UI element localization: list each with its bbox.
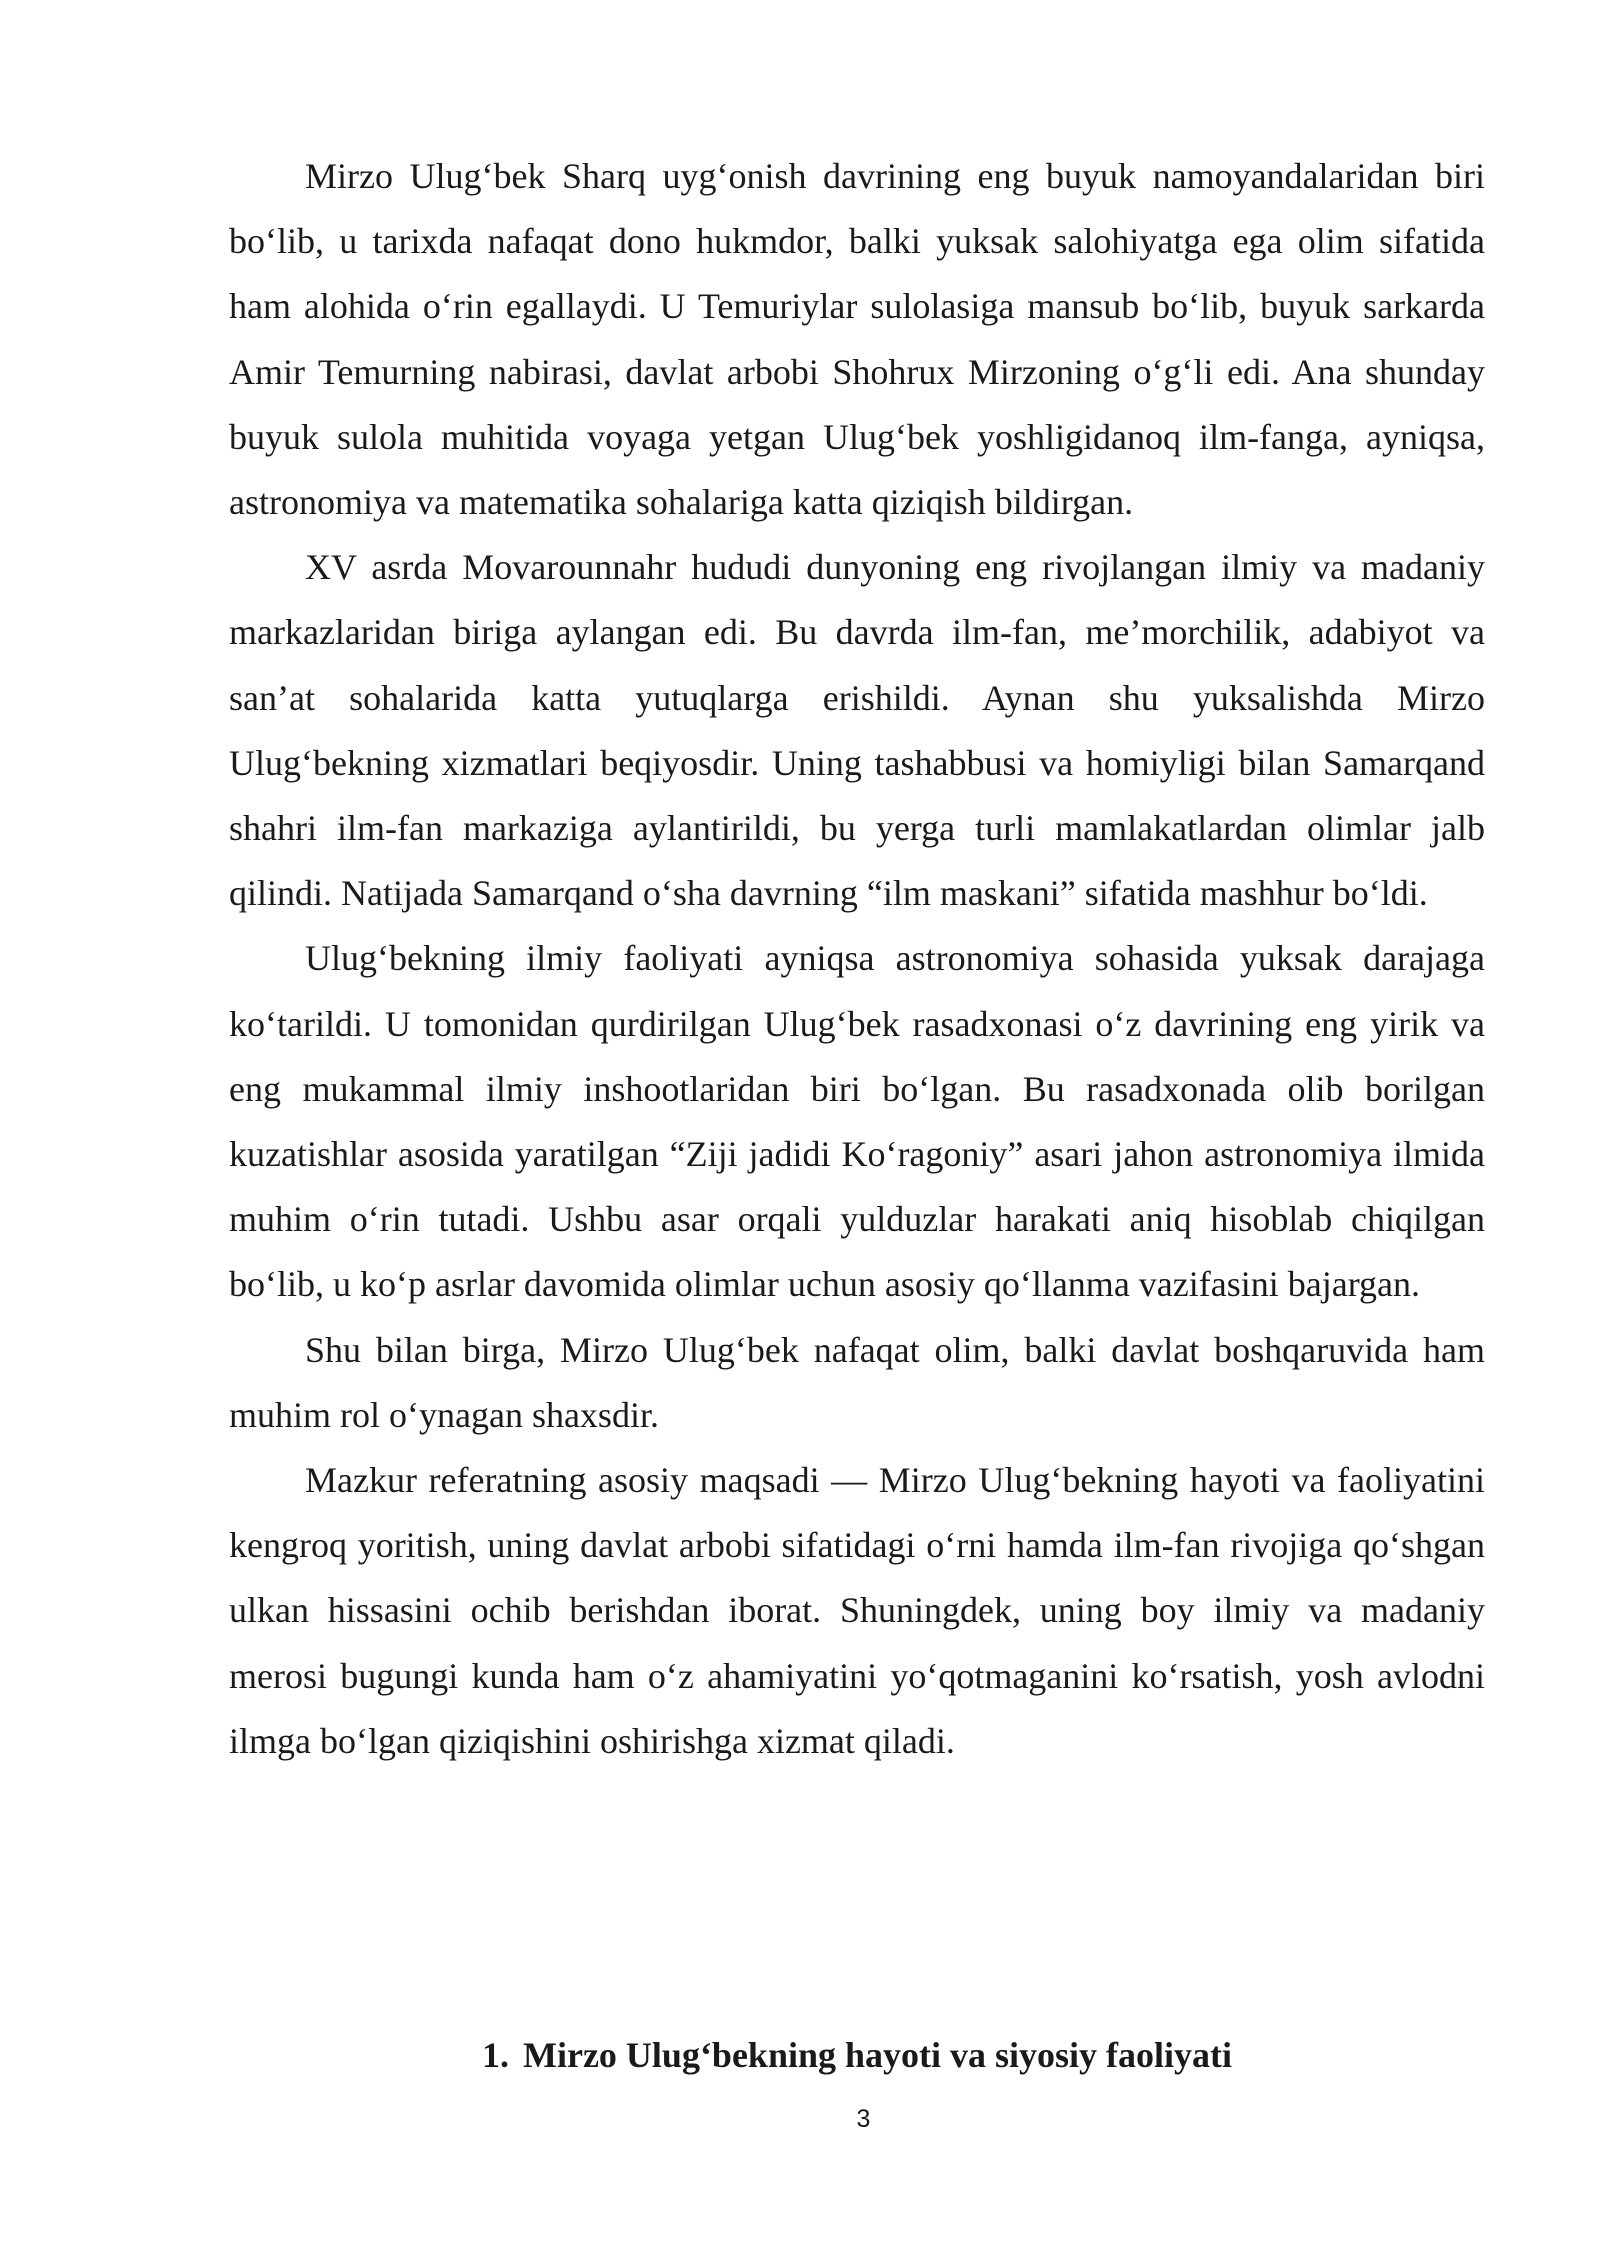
section-title: Mirzo Ulug‘bekning hayoti va siyosiy faoliyati xyxy=(522,2035,1233,2075)
paragraph-intro: Mirzo Ulug‘bek Sharq uyg‘onish davrining eng buyuk namoyandalaridan biri bo‘lib, u tarixda nafaqat dono hukmdor, balki yuksak salohiyatga ega olim sifatida ham alohida o‘rin egallaydi. U Temuriylar sulolasiga mansub bo‘lib, buyuk sarkarda Amir Temurning nabirasi, davlat arbobi Shohrux Mirzoning o‘g‘li edi. Ana shunday buyuk sulola muhitida voyaga yetgan Ulug‘bek yoshligidanoq ilm-fanga, ayniqsa, astronomiya va matematika sohalariga katta qiziqish bildirgan. xyxy=(229,156,1485,523)
body-text xyxy=(229,144,1485,1774)
paragraph-purpose: Mazkur referatning asosiy maqsadi — Mirzo Ulug‘bekning hayoti va faoliyatini kengroq yoritish, uning davlat arbobi sifatidagi o‘rni hamda ilm-fan rivojiga qo‘shgan ulkan hissasini ochib berishdan iborat. Shuningdek, uning boy ilmiy va madaniy merosi bugungi kunda ham o‘z ahamiyatini yo‘qotmaganini ko‘rsatish, yosh avlodni ilmga bo‘lgan qiziqishini oshirishga xizmat qiladi. xyxy=(229,1460,1485,1761)
paragraph-astronomy: Ulug‘bekning ilmiy faoliyati ayniqsa astronomiya sohasida yuksak darajaga ko‘tarildi. U tomonidan qurdirilgan Ulug‘bek rasadxonasi o‘z davrining eng yirik va eng mukammal ilmiy inshootlaridan biri bo‘lgan. Bu rasadxonada olib borilgan kuzatishlar asosida yaratilgan “Ziji jadidi Ko‘ragoniy” asari jahon astronomiya ilmida muhim o‘rin tutadi. Ushbu asar orqali yulduzlar harakati aniq hisoblab chiqilgan bo‘lib, u ko‘p asrlar davomida olimlar uchun asosiy qo‘llanma vazifasini bajargan. xyxy=(229,938,1485,1305)
section-number: 1. xyxy=(481,2035,509,2075)
paragraph-statesman: Shu bilan birga, Mirzo Ulug‘bek nafaqat olim, balki davlat boshqaruvida ham muhim rol o‘ynagan shaxsdir. xyxy=(229,1329,1485,1435)
paragraph-movarounnahr: XV asrda Movarounnahr hududi dunyoning eng rivojlangan ilmiy va madaniy markazlaridan biriga aylangan edi. Bu davrda ilm-fan, me’morchilik, adabiyot va san’at sohalarida katta yutuqlarga erishildi. Aynan shu yuksalishda Mirzo Ulug‘bekning xizmatlari beqiyosdir. Uning tashabbusi va homiyligi bilan Samarqand shahri ilm-fan markaziga aylantirildi, bu yerga turli mamlakatlardan olimlar jalb qilindi. Natijada Samarqand o‘sha davrning “ilm maskani” sifatida mashhur bo‘ldi. xyxy=(229,547,1485,914)
page-number: 3 xyxy=(856,2105,871,2133)
section-heading xyxy=(229,2030,1485,2080)
